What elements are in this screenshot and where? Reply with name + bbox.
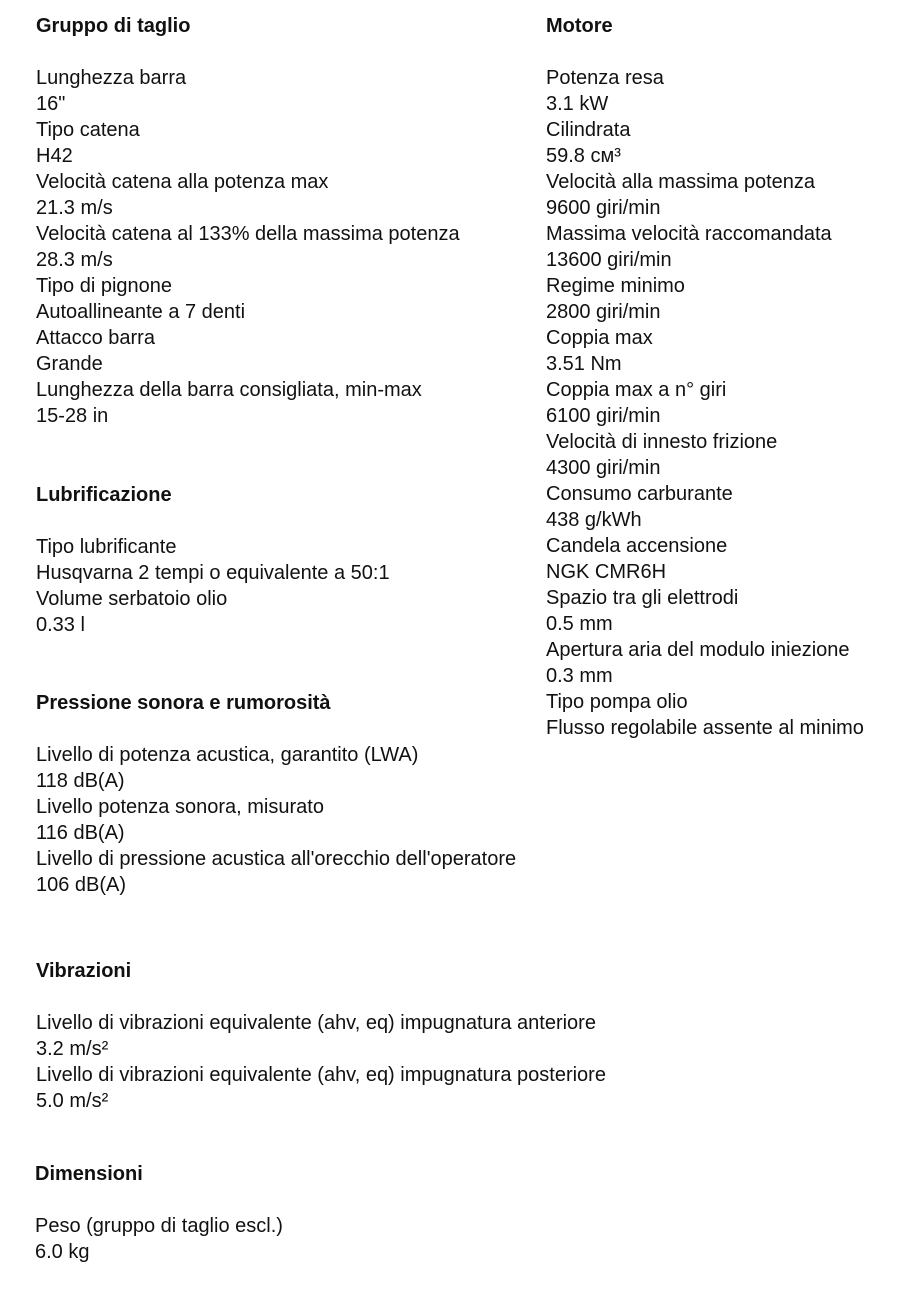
spec-value: 6.0 kg xyxy=(35,1241,90,1263)
spec-value: 13600 giri/min xyxy=(546,249,672,271)
spec-label: Volume serbatoio olio xyxy=(36,588,228,610)
spec-value: 3.51 Nm xyxy=(546,353,622,375)
spec-label: Livello di pressione acustica all'orecchio dell'operatore xyxy=(36,848,517,870)
section-title: Gruppo di taglio xyxy=(36,15,191,37)
section-title: Lubrificazione xyxy=(36,484,172,506)
spec-label: Spazio tra gli elettrodi xyxy=(546,587,739,609)
spec-value: 106 dB(A) xyxy=(36,874,127,896)
spec-value: 5.0 m/s² xyxy=(36,1090,109,1112)
spec-value: 6100 giri/min xyxy=(546,405,661,427)
spec-value: 116 dB(A) xyxy=(36,822,125,844)
spec-value: 0.5 mm xyxy=(546,613,613,635)
spec-label: Tipo lubrificante xyxy=(36,536,177,558)
spec-label: Massima velocità raccomandata xyxy=(546,223,832,245)
spec-value: 16" xyxy=(36,93,66,115)
spec-value: 0.33 l xyxy=(36,614,85,636)
spec-value: 3.2 m/s² xyxy=(36,1038,109,1060)
spec-label: Velocità catena alla potenza max xyxy=(36,171,329,193)
spec-label: Apertura aria del modulo iniezione xyxy=(546,639,850,661)
spec-label: Consumo carburante xyxy=(546,483,733,505)
spec-value: 118 dB(A) xyxy=(36,770,125,792)
spec-label: Lunghezza della barra consigliata, min-max xyxy=(36,379,422,401)
spec-label: Peso (gruppo di taglio escl.) xyxy=(35,1215,283,1237)
spec-label: Velocità catena al 133% della massima potenza xyxy=(36,223,460,245)
section-lubrificazione xyxy=(36,482,390,638)
spec-label: Regime minimo xyxy=(546,275,685,297)
spec-label: Livello potenza sonora, misurato xyxy=(36,796,324,818)
spec-label: Cilindrata xyxy=(546,119,631,141)
section-title: Dimensioni xyxy=(35,1163,143,1185)
spec-value: Grande xyxy=(36,353,103,375)
spec-label: Livello di potenza acustica, garantito (LWA) xyxy=(36,744,419,766)
spec-value: 0.3 mm xyxy=(546,665,613,687)
spec-label: Velocità di innesto frizione xyxy=(546,431,778,453)
spec-value: Flusso regolabile assente al minimo xyxy=(546,717,864,739)
section-pressione-sonora xyxy=(36,690,516,898)
spec-label: Tipo catena xyxy=(36,119,140,141)
spec-label: Velocità alla massima potenza xyxy=(546,171,816,193)
spec-label: Tipo pompa olio xyxy=(546,691,688,713)
section-gruppo-taglio xyxy=(36,13,460,429)
spec-label: Candela accensione xyxy=(546,535,728,557)
spec-value: H42 xyxy=(36,145,73,167)
section-motore xyxy=(546,13,864,741)
section-vibrazioni xyxy=(36,958,606,1114)
spec-label: Livello di vibrazioni equivalente (ahv, eq) impugnatura anteriore xyxy=(36,1012,596,1034)
spec-label: Livello di vibrazioni equivalente (ahv, eq) impugnatura posteriore xyxy=(36,1064,606,1086)
spec-value: 9600 giri/min xyxy=(546,197,661,219)
spec-value: Autoallineante a 7 denti xyxy=(36,301,246,323)
spec-value: 4300 giri/min xyxy=(546,457,661,479)
section-title: Vibrazioni xyxy=(36,960,132,982)
section-title: Motore xyxy=(546,15,613,37)
spec-label: Coppia max a n° giri xyxy=(546,379,727,401)
spec-label: Potenza resa xyxy=(546,67,664,89)
spec-label: Lunghezza barra xyxy=(36,67,187,89)
spec-value: 438 g/kWh xyxy=(546,509,642,531)
spec-value: 15-28 in xyxy=(36,405,109,427)
section-dimensioni xyxy=(35,1161,283,1265)
spec-value: 3.1 kW xyxy=(546,93,609,115)
spec-value: 28.3 m/s xyxy=(36,249,113,271)
spec-value: 59.8 см³ xyxy=(546,145,621,167)
spec-value: 21.3 m/s xyxy=(36,197,113,219)
section-title: Pressione sonora e rumorosità xyxy=(36,692,331,714)
spec-value: NGK CMR6H xyxy=(546,561,667,583)
spec-value: 2800 giri/min xyxy=(546,301,661,323)
spec-label: Attacco barra xyxy=(36,327,155,349)
spec-value: Husqvarna 2 tempi o equivalente a 50:1 xyxy=(36,562,390,584)
spec-label: Tipo di pignone xyxy=(36,275,173,297)
spec-label: Coppia max xyxy=(546,327,653,349)
